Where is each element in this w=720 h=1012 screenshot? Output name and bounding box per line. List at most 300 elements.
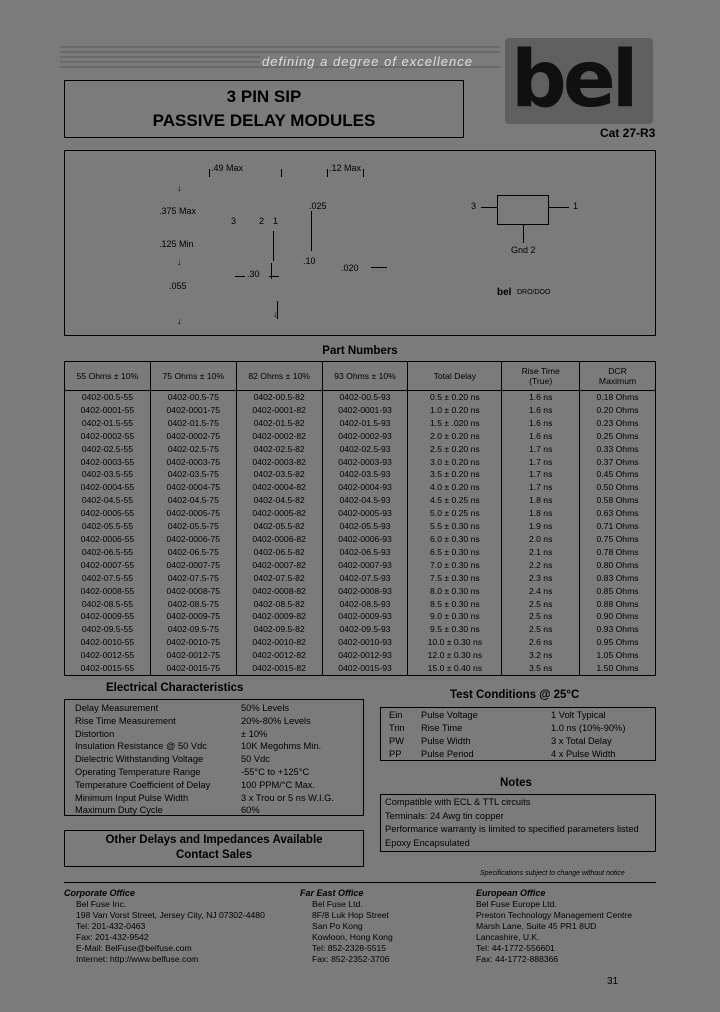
logo-text: bel <box>511 35 635 125</box>
table-cell: 0402-0005-93 <box>322 507 408 520</box>
table-cell: 0.93 Ohms <box>580 623 656 636</box>
table-row <box>65 623 656 636</box>
table-cell: 0.88 Ohms <box>580 598 656 611</box>
test-cell: Pulse Period <box>421 749 474 759</box>
note-line: Terminals: 24 Awg tin copper <box>385 810 504 821</box>
table-cell: 0402-01.5-93 <box>322 417 408 430</box>
table-cell: 0.23 Ohms <box>580 417 656 430</box>
test-cell: 1 Volt Typical <box>551 710 606 720</box>
table-cell: 0402-0005-75 <box>150 507 236 520</box>
table-row <box>65 636 656 649</box>
test-row <box>381 735 655 748</box>
office-line: Tel: 852-2328-5515 <box>312 943 387 953</box>
table-cell: 0402-05.5-55 <box>65 520 151 533</box>
electrical-value: 20%-80% Levels <box>241 715 311 726</box>
table-cell: 0.85 Ohms <box>580 585 656 598</box>
other-line-1: Other Delays and Impedances Available <box>105 834 323 846</box>
electrical-param: Temperature Coefficient of Delay <box>75 779 211 790</box>
table-cell: 0402-0015-75 <box>150 662 236 675</box>
dim-line <box>363 169 364 177</box>
schematic-wire <box>523 225 524 243</box>
office-line: San Po Kong <box>312 921 363 931</box>
test-cell: Trin <box>389 723 405 733</box>
electrical-table <box>64 699 364 816</box>
electrical-value: 10K Megohms Min. <box>241 741 322 752</box>
test-cell: PP <box>389 749 402 759</box>
electrical-param: Insulation Resistance @ 50 Vdc <box>75 741 207 752</box>
table-cell: 0402-02.5-55 <box>65 443 151 456</box>
table-row <box>65 391 656 404</box>
electrical-value: 50 Vdc <box>241 754 270 765</box>
table-cell: 1.7 ns <box>502 481 580 494</box>
table-cell: 6.5 ± 0.30 ns <box>408 546 502 559</box>
table-cell: 0402-09.5-55 <box>65 623 151 636</box>
note-line: Compatible with ECL & TTL circuits <box>385 797 531 807</box>
schematic-ground: Gnd 2 <box>511 245 536 255</box>
table-cell: 0402-0012-82 <box>236 649 322 662</box>
pin-label-2: 2 <box>259 216 265 226</box>
electrical-param: Maximum Duty Cycle <box>75 805 163 816</box>
electrical-param: Distortion <box>75 728 115 739</box>
table-cell: 0402-0008-75 <box>150 585 236 598</box>
electrical-row <box>65 792 363 805</box>
brand-sub: DRO/DOO <box>517 289 551 296</box>
table-cell: 0402-0010-75 <box>150 636 236 649</box>
table-cell: 0402-0015-93 <box>322 662 408 675</box>
test-row <box>381 709 655 722</box>
table-cell: 0.45 Ohms <box>580 468 656 481</box>
office-line: Fax: 852-2352-3706 <box>312 954 390 964</box>
office-line: Tel: 201-432-0463 <box>76 921 146 931</box>
dim-label: .49 Max <box>211 163 244 173</box>
table-cell: 0402-0015-55 <box>65 662 151 675</box>
schematic-delay-box <box>497 195 549 225</box>
table-cell: 0402-0002-82 <box>236 430 322 443</box>
table-cell: 0.71 Ohms <box>580 520 656 533</box>
table-cell: 0.50 Ohms <box>580 481 656 494</box>
table-cell: 2.6 ns <box>502 636 580 649</box>
table-cell: 0.37 Ohms <box>580 456 656 469</box>
test-cell: PW <box>389 736 404 746</box>
electrical-value: -55°C to +125°C <box>241 767 310 777</box>
table-cell: 7.5 ± 0.30 ns <box>408 572 502 585</box>
dim-line <box>371 267 387 268</box>
electrical-param: Minimum Input Pulse Width <box>75 792 189 803</box>
mechanical-diagram <box>64 150 656 336</box>
test-cell: 4 x Pulse Width <box>551 749 616 759</box>
table-cell: 7.0 ± 0.30 ns <box>408 559 502 572</box>
table-cell: 1.0 ± 0.20 ns <box>408 404 502 417</box>
table-cell: 0.80 Ohms <box>580 559 656 572</box>
dim-label: .125 Min <box>159 239 194 249</box>
table-cell: 0402-0015-82 <box>236 662 322 675</box>
table-row <box>65 610 656 623</box>
table-cell: 6.0 ± 0.30 ns <box>408 533 502 546</box>
table-cell: 0402-0004-75 <box>150 481 236 494</box>
table-cell: 0402-07.5-75 <box>150 572 236 585</box>
table-cell: 1.8 ns <box>502 494 580 507</box>
table-cell: 0402-0004-93 <box>322 481 408 494</box>
table-cell: 0402-0001-82 <box>236 404 322 417</box>
table-cell: 0402-0003-82 <box>236 456 322 469</box>
table-cell: 0.95 Ohms <box>580 636 656 649</box>
schematic-wire <box>481 207 497 208</box>
test-cell: 1.0 ns (10%-90%) <box>551 723 626 733</box>
header-stripe <box>60 56 260 58</box>
table-cell: 0402-0003-75 <box>150 456 236 469</box>
table-cell: 2.5 ± 0.20 ns <box>408 443 502 456</box>
table-cell: 15.0 ± 0.40 ns <box>408 662 502 675</box>
column-header: DCR Maximum <box>580 362 656 391</box>
office-line: E-Mail: BelFuse@belfuse.com <box>76 943 192 953</box>
electrical-row <box>65 715 363 728</box>
table-cell: 1.6 ns <box>502 417 580 430</box>
table-cell: 0402-02.5-75 <box>150 443 236 456</box>
column-header: 55 Ohms ± 10% <box>65 362 151 391</box>
table-cell: 0402-0007-93 <box>322 559 408 572</box>
table-cell: 0.20 Ohms <box>580 404 656 417</box>
page-subtitle: PASSIVE DELAY MODULES <box>152 111 376 130</box>
table-row <box>65 559 656 572</box>
schematic-wire <box>549 207 569 208</box>
table-cell: 0402-06.5-75 <box>150 546 236 559</box>
table-cell: 0402-06.5-55 <box>65 546 151 559</box>
table-cell: 0402-0005-82 <box>236 507 322 520</box>
table-row <box>65 598 656 611</box>
arrow-icon: ↓ <box>177 316 182 326</box>
table-cell: 2.3 ns <box>502 572 580 585</box>
table-cell: 0.90 Ohms <box>580 610 656 623</box>
table-cell: 0402-0005-55 <box>65 507 151 520</box>
table-cell: 0402-01.5-82 <box>236 417 322 430</box>
table-cell: 1.7 ns <box>502 443 580 456</box>
dim-label: .025 <box>309 201 327 211</box>
table-cell: 5.5 ± 0.30 ns <box>408 520 502 533</box>
table-cell: 0.83 Ohms <box>580 572 656 585</box>
arrow-icon: ↓ <box>273 309 278 319</box>
table-cell: 0402-08.5-55 <box>65 598 151 611</box>
test-conditions-table <box>380 707 656 761</box>
table-cell: 12.0 ± 0.30 ns <box>408 649 502 662</box>
table-cell: 0402-00.5-93 <box>322 391 408 404</box>
column-header: 75 Ohms ± 10% <box>150 362 236 391</box>
header-slogan: defining a degree of excellence <box>262 54 473 69</box>
table-cell: 1.05 Ohms <box>580 649 656 662</box>
table-cell: 2.0 ± 0.20 ns <box>408 430 502 443</box>
table-cell: 9.5 ± 0.30 ns <box>408 623 502 636</box>
table-cell: 0402-06.5-93 <box>322 546 408 559</box>
table-cell: 3.0 ± 0.20 ns <box>408 456 502 469</box>
test-row <box>381 748 655 761</box>
table-cell: 2.4 ns <box>502 585 580 598</box>
table-cell: 1.7 ns <box>502 456 580 469</box>
office-europe <box>476 888 696 965</box>
table-cell: 0402-00.5-75 <box>150 391 236 404</box>
table-cell: 0402-0002-55 <box>65 430 151 443</box>
table-cell: 0402-01.5-55 <box>65 417 151 430</box>
table-cell: 2.5 ns <box>502 598 580 611</box>
table-cell: 0402-0004-55 <box>65 481 151 494</box>
footer-rule <box>64 882 656 883</box>
column-header: Rise Time (True) <box>502 362 580 391</box>
table-cell: 0402-0003-55 <box>65 456 151 469</box>
table-cell: 2.1 ns <box>502 546 580 559</box>
office-line: 8F/8 Luk Hop Street <box>312 910 389 920</box>
table-cell: 0.25 Ohms <box>580 430 656 443</box>
note-line: Performance warranty is limited to specified parameters listed <box>385 824 639 834</box>
test-row <box>381 722 655 735</box>
office-line: Tel: 44-1772-556601 <box>476 943 555 953</box>
table-cell: 0402-0004-82 <box>236 481 322 494</box>
table-cell: 0402-0007-82 <box>236 559 322 572</box>
test-cell: Pulse Voltage <box>421 710 478 720</box>
table-cell: 1.5 ± .020 ns <box>408 417 502 430</box>
brand-mark: bel <box>497 287 512 298</box>
table-cell: 0402-02.5-93 <box>322 443 408 456</box>
table-cell: 2.0 ns <box>502 533 580 546</box>
table-cell: 0402-0001-75 <box>150 404 236 417</box>
test-conditions-title: Test Conditions @ 25°C <box>450 689 580 701</box>
dim-line <box>277 301 278 319</box>
bel-logo <box>505 35 653 125</box>
table-cell: 1.7 ns <box>502 468 580 481</box>
table-cell: 0402-09.5-93 <box>322 623 408 636</box>
table-cell: 4.0 ± 0.20 ns <box>408 481 502 494</box>
header-stripe <box>60 61 260 63</box>
pin-label-3: 3 <box>231 216 237 226</box>
table-cell: 0402-07.5-55 <box>65 572 151 585</box>
table-cell: 0402-0008-93 <box>322 585 408 598</box>
table-cell: 0402-08.5-82 <box>236 598 322 611</box>
table-cell: 3.5 ns <box>502 662 580 675</box>
electrical-row <box>65 728 363 741</box>
table-cell: 2.5 ns <box>502 610 580 623</box>
table-cell: 0402-07.5-93 <box>322 572 408 585</box>
table-cell: 0402-0012-55 <box>65 649 151 662</box>
table-row <box>65 507 656 520</box>
page-title: 3 PIN SIP <box>226 87 302 106</box>
table-cell: 1.6 ns <box>502 430 580 443</box>
table-cell: 0402-0009-93 <box>322 610 408 623</box>
electrical-value: 3 x Trou or 5 ns W.I.G. <box>241 792 335 803</box>
office-line: Internet: http://www.belfuse.com <box>76 954 199 964</box>
part-numbers-title: Part Numbers <box>322 345 398 357</box>
office-line: 198 Van Vorst Street, Jersey City, NJ 07302-4480 <box>76 910 265 920</box>
table-cell: 0402-0002-75 <box>150 430 236 443</box>
spec-note: Specifications subject to change without notice <box>480 870 625 877</box>
table-cell: 0402-0001-93 <box>322 404 408 417</box>
table-cell: 0402-08.5-75 <box>150 598 236 611</box>
table-cell: 0402-00.5-55 <box>65 391 151 404</box>
table-cell: 0.58 Ohms <box>580 494 656 507</box>
electrical-param: Delay Measurement <box>75 703 159 713</box>
electrical-param: Rise Time Measurement <box>75 715 176 726</box>
dim-label: .020 <box>341 263 359 273</box>
table-cell: 0402-0008-82 <box>236 585 322 598</box>
table-cell: 0402-03.5-75 <box>150 468 236 481</box>
dim-label: .12 Max <box>329 163 362 173</box>
table-cell: 0402-0010-82 <box>236 636 322 649</box>
table-cell: 9.0 ± 0.30 ns <box>408 610 502 623</box>
table-cell: 1.50 Ohms <box>580 662 656 675</box>
table-cell: 0402-03.5-93 <box>322 468 408 481</box>
table-cell: 0402-0001-55 <box>65 404 151 417</box>
table-cell: 0402-0007-75 <box>150 559 236 572</box>
table-row <box>65 456 656 469</box>
table-cell: 8.5 ± 0.30 ns <box>408 598 502 611</box>
electrical-value: 100 PPM/°C Max. <box>241 779 315 790</box>
table-cell: 0402-02.5-82 <box>236 443 322 456</box>
table-cell: 0402-04.5-82 <box>236 494 322 507</box>
electrical-row <box>65 804 363 817</box>
dim-line <box>235 276 245 277</box>
electrical-param: Dielectric Withstanding Voltage <box>75 754 204 765</box>
table-cell: 0.33 Ohms <box>580 443 656 456</box>
table-cell: 0402-0010-55 <box>65 636 151 649</box>
table-row <box>65 533 656 546</box>
electrical-title: Electrical Characteristics <box>106 682 244 694</box>
pin-line <box>311 211 312 251</box>
other-line-2: Contact Sales <box>175 849 253 861</box>
table-row <box>65 572 656 585</box>
table-cell: 8.0 ± 0.30 ns <box>408 585 502 598</box>
office-heading: Far East Office <box>300 888 364 898</box>
table-row <box>65 662 656 675</box>
table-cell: 0402-00.5-82 <box>236 391 322 404</box>
test-cell: Ein <box>389 710 403 720</box>
catalog-number: Cat 27-R3 <box>600 126 656 140</box>
office-line: Preston Technology Management Centre <box>476 910 633 920</box>
table-row <box>65 546 656 559</box>
table-cell: 0402-0009-82 <box>236 610 322 623</box>
table-cell: 0.63 Ohms <box>580 507 656 520</box>
arrow-icon: ↓ <box>177 183 182 193</box>
table-row <box>65 481 656 494</box>
notes-title: Notes <box>500 777 532 789</box>
electrical-row <box>65 779 363 792</box>
pin-line <box>273 231 274 261</box>
office-line: Lancashire, U.K. <box>476 932 540 942</box>
pin-label-1: 1 <box>273 216 279 226</box>
table-cell: 0402-08.5-93 <box>322 598 408 611</box>
table-row <box>65 520 656 533</box>
electrical-value: 50% Levels <box>241 703 290 713</box>
table-cell: 1.9 ns <box>502 520 580 533</box>
office-heading: Corporate Office <box>64 888 135 898</box>
column-header: 82 Ohms ± 10% <box>236 362 322 391</box>
table-cell: 0402-09.5-82 <box>236 623 322 636</box>
table-cell: 0.78 Ohms <box>580 546 656 559</box>
table-row <box>65 468 656 481</box>
header-stripe <box>60 51 500 53</box>
table-cell: 3.5 ± 0.20 ns <box>408 468 502 481</box>
electrical-row <box>65 753 363 766</box>
office-line: Fax: 44-1772-888366 <box>476 954 559 964</box>
table-cell: 0402-0002-93 <box>322 430 408 443</box>
table-cell: 0402-05.5-82 <box>236 520 322 533</box>
table-cell: 0402-0010-93 <box>322 636 408 649</box>
table-cell: 0402-0006-75 <box>150 533 236 546</box>
table-cell: 4.5 ± 0.25 ns <box>408 494 502 507</box>
table-cell: 0402-03.5-55 <box>65 468 151 481</box>
office-line: Bel Fuse Inc. <box>76 899 127 909</box>
table-row <box>65 443 656 456</box>
table-cell: 0402-0007-55 <box>65 559 151 572</box>
dim-label: .375 Max <box>159 206 197 216</box>
table-cell: 0.18 Ohms <box>580 391 656 404</box>
table-cell: 5.0 ± 0.25 ns <box>408 507 502 520</box>
table-cell: 2.2 ns <box>502 559 580 572</box>
header-stripe <box>60 46 500 48</box>
table-cell: 0402-0006-55 <box>65 533 151 546</box>
table-cell: 0402-01.5-75 <box>150 417 236 430</box>
page-number: 31 <box>607 976 619 987</box>
table-cell: 0402-09.5-75 <box>150 623 236 636</box>
table-row <box>65 404 656 417</box>
table-cell: 0402-04.5-75 <box>150 494 236 507</box>
office-line: Kowloon, Hong Kong <box>312 932 393 942</box>
table-cell: 1.6 ns <box>502 404 580 417</box>
table-cell: 0402-0012-93 <box>322 649 408 662</box>
dim-line <box>327 169 328 177</box>
electrical-param: Operating Temperature Range <box>75 767 201 777</box>
table-cell: 10.0 ± 0.30 ns <box>408 636 502 649</box>
table-cell: 0402-0006-93 <box>322 533 408 546</box>
table-row <box>65 649 656 662</box>
table-cell: 0402-0009-55 <box>65 610 151 623</box>
title-box <box>64 80 464 138</box>
dim-line <box>271 263 272 279</box>
table-cell: 2.5 ns <box>502 623 580 636</box>
table-cell: 0402-04.5-55 <box>65 494 151 507</box>
dim-label: .30 <box>247 269 260 279</box>
electrical-row <box>65 766 363 779</box>
electrical-value: 60% <box>241 805 260 816</box>
table-cell: 0.5 ± 0.20 ns <box>408 391 502 404</box>
column-header: Total Delay <box>408 362 502 391</box>
table-cell: 0402-05.5-75 <box>150 520 236 533</box>
part-numbers-table <box>64 361 656 676</box>
office-line: Marsh Lane, Suite 45 PR1 8UD <box>476 921 597 931</box>
table-cell: 0402-06.5-82 <box>236 546 322 559</box>
table-cell: 0402-0006-82 <box>236 533 322 546</box>
dim-label: .10 <box>303 256 316 266</box>
notes-box <box>380 794 656 852</box>
table-row <box>65 430 656 443</box>
schematic-pin-1: 1 <box>573 201 579 211</box>
arrow-icon: ↓ <box>177 257 182 267</box>
table-row <box>65 585 656 598</box>
table-cell: 0402-0003-93 <box>322 456 408 469</box>
table-cell: 0.75 Ohms <box>580 533 656 546</box>
test-cell: Pulse Width <box>421 736 471 746</box>
other-delays-box <box>64 830 364 867</box>
table-cell: 0402-05.5-93 <box>322 520 408 533</box>
office-corporate <box>64 888 284 965</box>
office-line: Bel Fuse Europe Ltd. <box>476 899 557 909</box>
table-row <box>65 417 656 430</box>
dim-line <box>281 169 282 177</box>
office-line: Bel Fuse Ltd. <box>312 899 363 909</box>
table-cell: 1.8 ns <box>502 507 580 520</box>
table-cell: 0402-03.5-82 <box>236 468 322 481</box>
note-line: Epoxy Encapsulated <box>385 837 470 848</box>
table-cell: 0402-04.5-93 <box>322 494 408 507</box>
dim-line <box>209 169 210 177</box>
table-cell: 0402-07.5-82 <box>236 572 322 585</box>
test-cell: Rise Time <box>421 723 463 733</box>
electrical-value: ± 10% <box>241 728 268 739</box>
